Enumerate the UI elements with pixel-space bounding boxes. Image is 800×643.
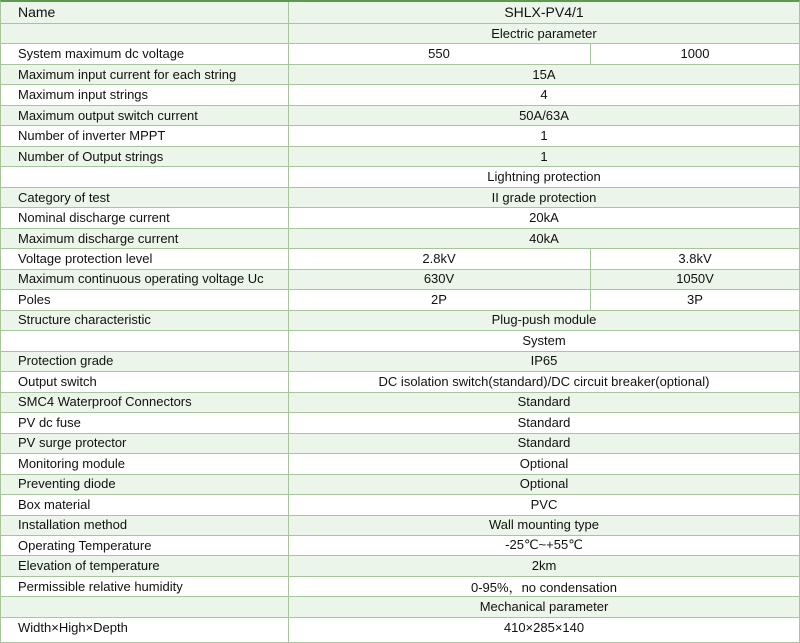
param-label: Preventing diode	[18, 476, 116, 492]
table-row	[0, 187, 800, 207]
param-value: Standard	[517, 414, 571, 430]
param-value-a: 630V	[423, 271, 455, 287]
table-row	[0, 392, 800, 412]
value-divider	[590, 248, 591, 268]
row-divider	[0, 187, 800, 188]
param-label: Permissible relative humidity	[18, 578, 183, 594]
section-title: System	[522, 332, 566, 348]
header-label: Name	[18, 3, 56, 20]
param-value-b: 3.8kV	[678, 251, 712, 266]
param-value: 15A	[532, 66, 556, 82]
row-divider	[0, 125, 800, 126]
param-value: IP65	[530, 353, 558, 369]
section-header-row	[0, 330, 800, 350]
param-label: System maximum dc voltage	[18, 46, 185, 62]
header-model: SHLX-PV4/1	[504, 3, 584, 20]
row-divider	[0, 474, 800, 475]
value-divider	[590, 289, 591, 309]
param-label: Output switch	[18, 373, 97, 389]
row-divider	[0, 494, 800, 495]
table-row	[0, 555, 800, 575]
row-divider	[0, 535, 800, 536]
param-value: Wall mounting type	[488, 517, 600, 533]
param-label: Number of Output strings	[18, 148, 164, 164]
value-divider	[590, 43, 591, 63]
table-row	[0, 433, 800, 453]
section-title: Mechanical parameter	[479, 599, 609, 615]
section-title: Electric parameter	[491, 25, 597, 41]
param-label: Width×High×Depth	[18, 619, 128, 635]
param-value: PVC	[530, 496, 558, 512]
row-divider	[0, 166, 800, 167]
param-label: Poles	[18, 291, 51, 307]
table-header-row	[0, 0, 800, 23]
param-value: 40kA	[529, 230, 559, 246]
table-row	[0, 515, 800, 535]
row-divider	[0, 289, 800, 290]
value-divider	[590, 269, 591, 289]
table-row	[0, 146, 800, 166]
section-header-row	[0, 596, 800, 616]
param-label: Category of test	[18, 189, 110, 205]
param-value: 4	[540, 87, 548, 103]
table-row	[0, 371, 800, 391]
row-divider	[0, 371, 800, 372]
row-divider	[0, 207, 800, 208]
param-label: Number of inverter MPPT	[18, 128, 166, 144]
column-divider	[288, 0, 289, 643]
row-divider	[0, 515, 800, 516]
row-divider	[0, 453, 800, 454]
param-label: Maximum continuous operating voltage Uc	[18, 271, 264, 287]
table-row	[0, 535, 800, 555]
param-value-b: 1050V	[676, 271, 714, 287]
param-value: 20kA	[529, 210, 559, 226]
param-value: Optional	[519, 476, 569, 492]
table-row	[0, 125, 800, 145]
table-row	[0, 105, 800, 125]
param-label: Installation method	[18, 517, 128, 533]
param-value: 1	[540, 128, 548, 144]
table-row	[0, 576, 800, 596]
param-value: 410×285×140	[503, 619, 585, 635]
row-divider	[0, 146, 800, 147]
param-value: Plug-push module	[491, 312, 597, 328]
param-label: Maximum input current for each string	[18, 66, 237, 82]
table-row	[0, 269, 800, 289]
param-label: Structure characteristic	[18, 312, 151, 328]
row-divider	[0, 555, 800, 556]
param-value: Standard	[517, 394, 571, 410]
param-label: Maximum input strings	[18, 87, 149, 103]
table-row	[0, 289, 800, 309]
table-row	[0, 248, 800, 268]
param-value-a: 2P	[431, 291, 447, 307]
section-header-row	[0, 166, 800, 186]
row-divider	[0, 310, 800, 311]
row-divider	[0, 617, 800, 618]
table-row	[0, 494, 800, 514]
row-divider	[0, 330, 800, 331]
param-label: PV dc fuse	[18, 414, 81, 430]
row-divider	[0, 412, 800, 413]
param-value-a: 550	[428, 46, 450, 62]
param-label: PV surge protector	[18, 435, 127, 451]
param-label: Maximum discharge current	[18, 230, 179, 246]
param-value: 0-95%，no condensation	[471, 579, 617, 595]
param-value: DC isolation switch(standard)/DC circuit breaker(optional)	[378, 373, 710, 389]
param-value: 50A/63A	[519, 107, 569, 123]
param-value: Standard	[517, 435, 571, 451]
row-divider	[0, 576, 800, 577]
row-divider	[0, 43, 800, 44]
row-divider	[0, 433, 800, 434]
row-divider	[0, 269, 800, 270]
table-row	[0, 64, 800, 84]
section-header-row	[0, 23, 800, 43]
table-row	[0, 453, 800, 473]
param-label: Monitoring module	[18, 455, 125, 471]
table-row	[0, 412, 800, 432]
table-row	[0, 351, 800, 371]
row-divider	[0, 596, 800, 597]
table-row	[0, 84, 800, 104]
param-label: SMC4 Waterproof Connectors	[18, 394, 192, 410]
row-divider	[0, 392, 800, 393]
section-title: Lightning protection	[487, 169, 601, 185]
param-value: Optional	[519, 455, 569, 471]
row-divider	[0, 64, 800, 65]
row-divider	[0, 23, 800, 24]
param-label: Operating Temperature	[18, 537, 152, 553]
table-row	[0, 43, 800, 63]
param-value-b: 3P	[687, 291, 703, 307]
row-divider	[0, 228, 800, 229]
param-label: Protection grade	[18, 353, 114, 369]
row-divider	[0, 84, 800, 85]
param-label: Box material	[18, 496, 91, 512]
param-label: Voltage protection level	[18, 251, 153, 266]
table-row	[0, 310, 800, 330]
table-row	[0, 474, 800, 494]
row-divider	[0, 105, 800, 106]
param-label: Nominal discharge current	[18, 210, 170, 226]
table-row	[0, 617, 800, 637]
table-row	[0, 207, 800, 227]
param-value-b: 1000	[680, 46, 710, 62]
param-value: -25℃~+55℃	[505, 537, 583, 553]
param-value: 2km	[531, 558, 557, 574]
param-value: 1	[540, 148, 548, 164]
table-row	[0, 228, 800, 248]
param-label: Elevation of temperature	[18, 558, 160, 574]
param-label: Maximum output switch current	[18, 107, 198, 123]
param-value: II grade protection	[491, 189, 597, 205]
param-value-a: 2.8kV	[422, 251, 456, 266]
row-divider	[0, 248, 800, 249]
row-divider	[0, 351, 800, 352]
